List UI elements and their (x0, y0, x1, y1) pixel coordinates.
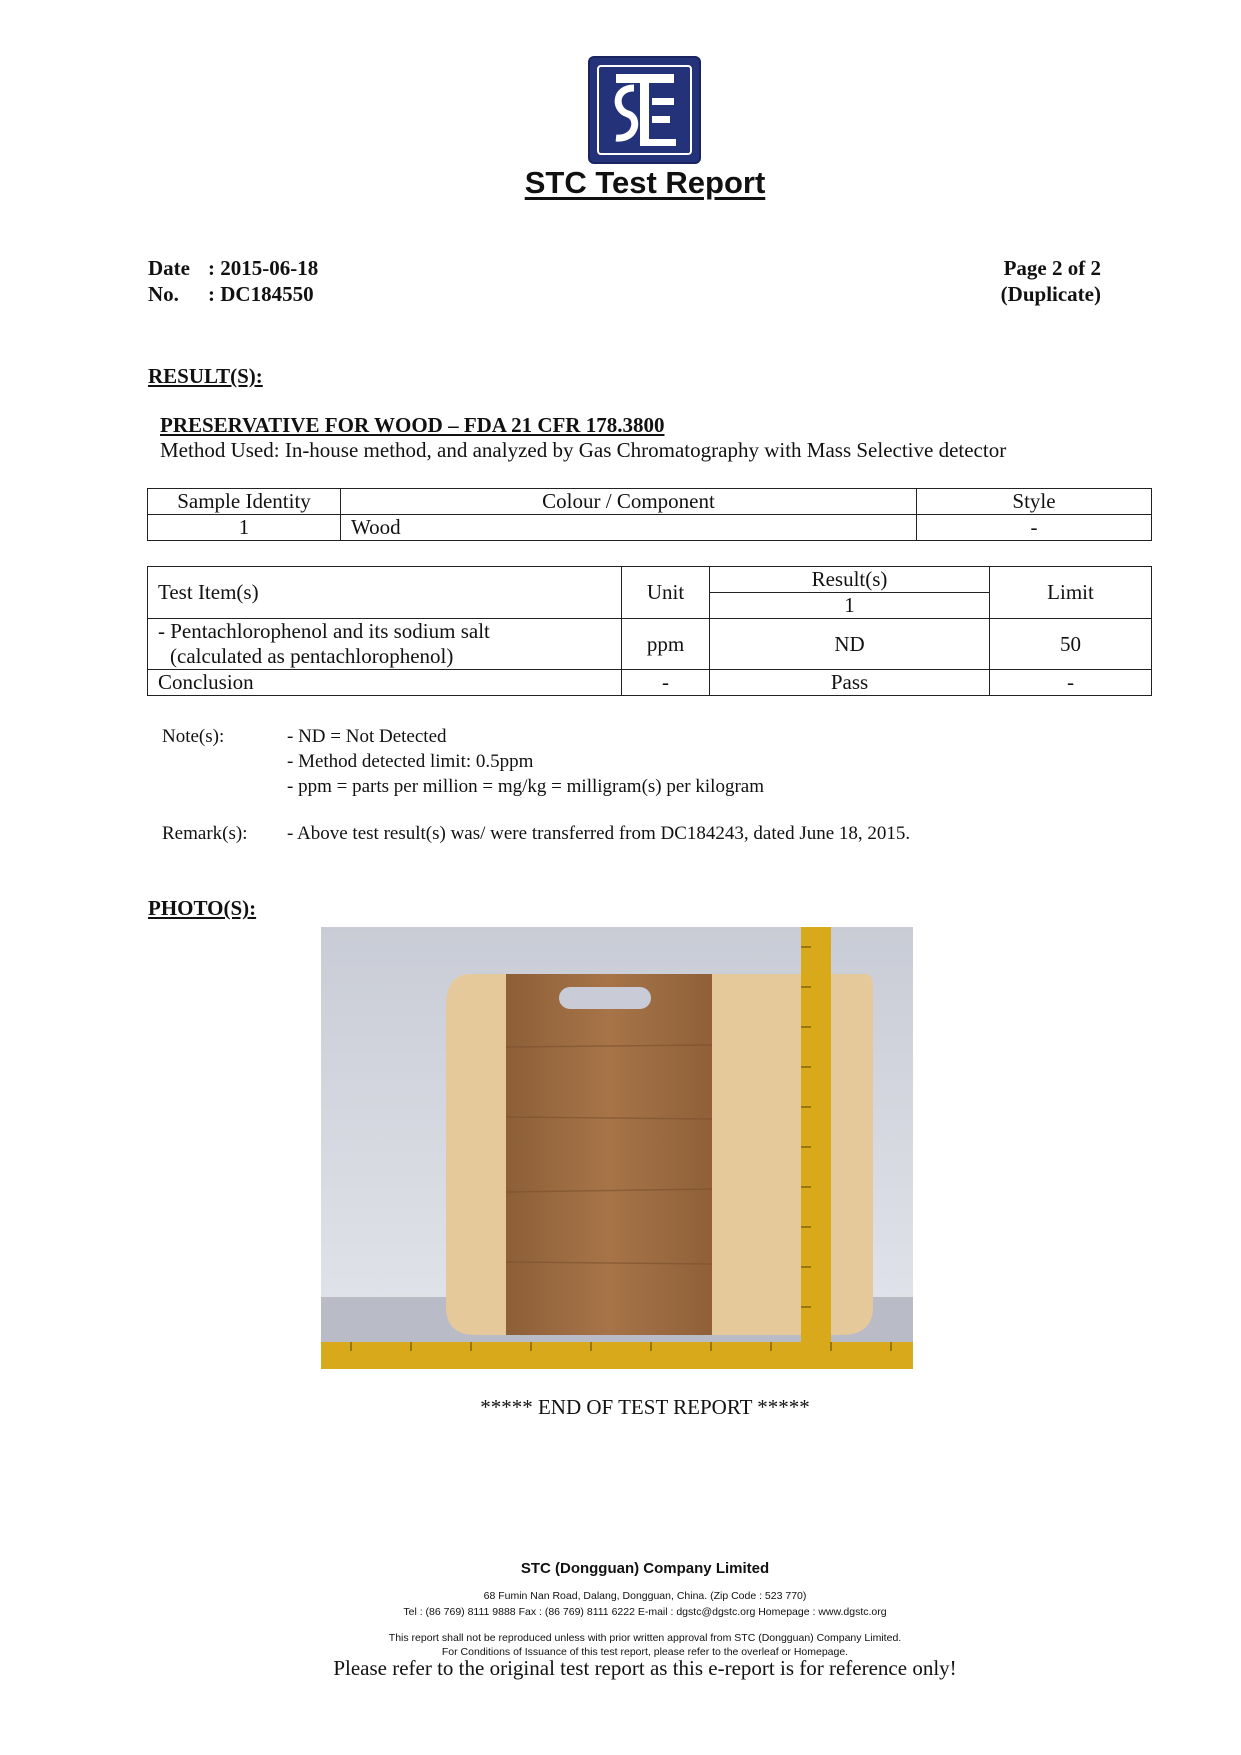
footer-conditions: For Conditions of Issuance of this test report, please refer to the overleaf or Homepage. (441, 1646, 849, 1658)
colour-component-cell: Wood (341, 515, 917, 541)
method-used: Method Used: In-house method, and analyzed by Gas Chromatography with Mass Selective detector (160, 438, 1007, 462)
note-item: - ND = Not Detected (287, 726, 447, 747)
ereport-note: Please refer to the original test report as this e-report is for reference only! (333, 1656, 957, 1680)
result-header: Result(s) (710, 567, 990, 593)
test-item-header: Test Item(s) (148, 567, 622, 619)
no-label: No. (148, 282, 179, 306)
unit-cell: ppm (622, 619, 710, 670)
sample-table (147, 488, 1152, 541)
test-item-cell (148, 619, 622, 670)
conclusion-limit: - (990, 670, 1152, 696)
style-cell: - (917, 515, 1152, 541)
results-heading: RESULT(S): (148, 364, 263, 388)
footer-disclaimer: This report shall not be reproduced unless with prior written approval from STC (Dongguan) Company Limited. (388, 1632, 902, 1644)
report-title: STC Test Report (524, 165, 766, 200)
footer-company: STC (Dongguan) Company Limited (520, 1560, 770, 1577)
stc-logo-mark-icon (590, 58, 699, 162)
notes-list (287, 724, 764, 799)
note-item: - Method detected limit: 0.5ppm (287, 751, 534, 772)
note-item: - ppm = parts per million = mg/kg = milligram(s) per kilogram (287, 776, 764, 797)
sample-identity-header: Sample Identity (148, 489, 341, 515)
photos-heading: PHOTO(S): (148, 896, 257, 920)
no-value: : DC184550 (208, 282, 314, 306)
remarks-text: - Above test result(s) was/ were transferred from DC184243, dated June 18, 2015. (287, 823, 911, 844)
result-sample-number: 1 (710, 593, 990, 619)
test-item-line1: - Pentachlorophenol and its sodium salt (158, 619, 490, 643)
footer-address: 68 Fumin Nan Road, Dalang, Dongguan, China. (Zip Code : 523 770) (483, 1590, 807, 1602)
sample-identity-cell: 1 (148, 515, 341, 541)
sample-photo (321, 927, 913, 1369)
date-value: : 2015-06-18 (208, 256, 319, 280)
test-title: PRESERVATIVE FOR WOOD – FDA 21 CFR 178.3800 (160, 413, 665, 437)
copy-type: (Duplicate) (1000, 282, 1101, 306)
page-number: Page 2 of 2 (1003, 256, 1101, 280)
end-of-report: ***** END OF TEST REPORT ***** (480, 1395, 810, 1419)
result-cell: ND (710, 619, 990, 670)
test-item-line2: (calculated as pentachlorophenol) (170, 644, 454, 668)
limit-header: Limit (990, 567, 1152, 619)
notes-label: Note(s): (162, 726, 225, 747)
remarks-label: Remark(s): (162, 823, 248, 844)
report-header-right (1001, 255, 1101, 307)
report-header-left (148, 255, 318, 307)
stc-logo (588, 56, 701, 164)
date-label: Date (148, 256, 190, 280)
unit-header: Unit (622, 567, 710, 619)
conclusion-label: Conclusion (148, 670, 622, 696)
colour-component-header: Colour / Component (341, 489, 917, 515)
cutting-board-photo-icon (321, 927, 913, 1369)
footer-contact: Tel : (86 769) 8111 9888 Fax : (86 769) 8111 6222 E-mail : dgstc@dgstc.org Homepage : www.dgstc.org (403, 1606, 887, 1618)
conclusion-unit: - (622, 670, 710, 696)
conclusion-result: Pass (710, 670, 990, 696)
result-table (147, 566, 1152, 696)
style-header: Style (917, 489, 1152, 515)
limit-cell: 50 (990, 619, 1152, 670)
